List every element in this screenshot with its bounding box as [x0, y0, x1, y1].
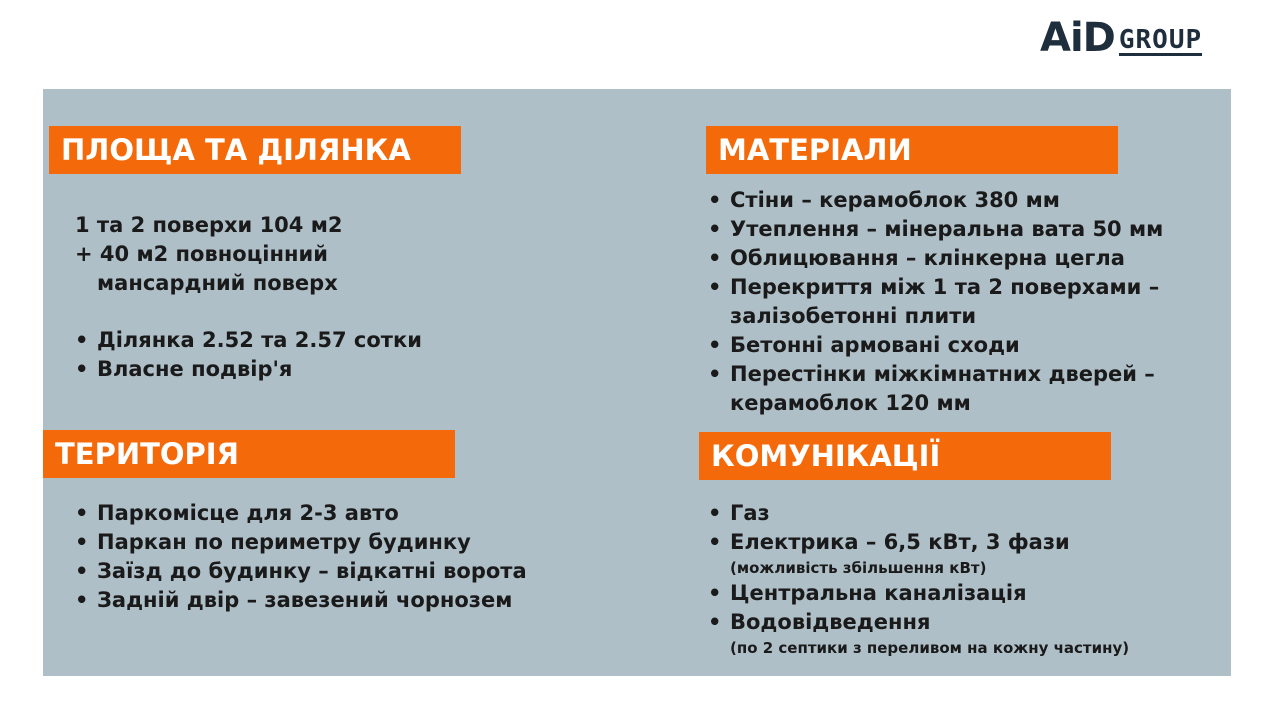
logo-word: GROUP: [1118, 24, 1203, 55]
communications-drainage-note: (по 2 септики з переливом на кожну частину): [730, 639, 1130, 657]
materials-heading: МАТЕРІАЛИ: [706, 126, 1118, 174]
communications-electricity-item: • Електрика – 6,5 кВт, 3 фази: [708, 528, 1129, 557]
area-heading: ПЛОЩА ТА ДІЛЯНКА: [49, 126, 461, 174]
communications-heading: КОМУНІКАЦІЇ: [699, 432, 1111, 480]
materials-insulation-item: • Утеплення – мінеральна вата 50 мм: [708, 215, 1163, 244]
company-logo: [1040, 16, 1202, 60]
territory-backyard-item: • Задній двір – завезений чорнозем: [75, 586, 527, 615]
territory-heading: ТЕРИТОРІЯ: [43, 430, 455, 478]
area-yard-item: • Власне подвір'я: [75, 355, 422, 384]
area-attic-line: + 40 м2 повноцінний: [75, 242, 328, 266]
materials-walls-item: • Стіни – керамоблок 380 мм: [708, 186, 1163, 215]
communications-electricity-note: (можливість збільшення кВт): [730, 559, 987, 577]
materials-stairs-item: • Бетонні армовані сходи: [708, 331, 1163, 360]
area-attic-line-cont: мансардний поверх: [97, 271, 338, 295]
territory-fence-item: • Паркан по периметру будинку: [75, 528, 527, 557]
communications-drainage-item: • Водовідведення: [708, 608, 1129, 637]
communications-gas-item: • Газ: [708, 499, 1129, 528]
materials-list: [708, 186, 1163, 418]
materials-slab-item: • Перекриття між 1 та 2 поверхами –: [708, 273, 1163, 302]
territory-list: [75, 499, 527, 615]
materials-partitions-item: • Перестінки міжкімнатних дверей –: [708, 360, 1163, 389]
territory-parking-item: • Паркомісце для 2-3 авто: [75, 499, 527, 528]
materials-slab-item-cont: залізобетонні плити: [730, 304, 977, 328]
area-plot-item: • Ділянка 2.52 та 2.57 сотки: [75, 326, 422, 355]
communications-sewerage-item: • Центральна каналізація: [708, 579, 1129, 608]
territory-gate-item: • Заїзд до будинку – відкатні ворота: [75, 557, 527, 586]
materials-cladding-item: • Облицювання – клінкерна цегла: [708, 244, 1163, 273]
communications-list: [708, 499, 1129, 659]
logo-mark: AiD: [1040, 15, 1115, 61]
spacer: [75, 298, 422, 326]
area-list: [75, 211, 422, 384]
area-floors-line: 1 та 2 поверхи 104 м2: [75, 213, 343, 237]
materials-partitions-item-cont: керамоблок 120 мм: [730, 391, 971, 415]
